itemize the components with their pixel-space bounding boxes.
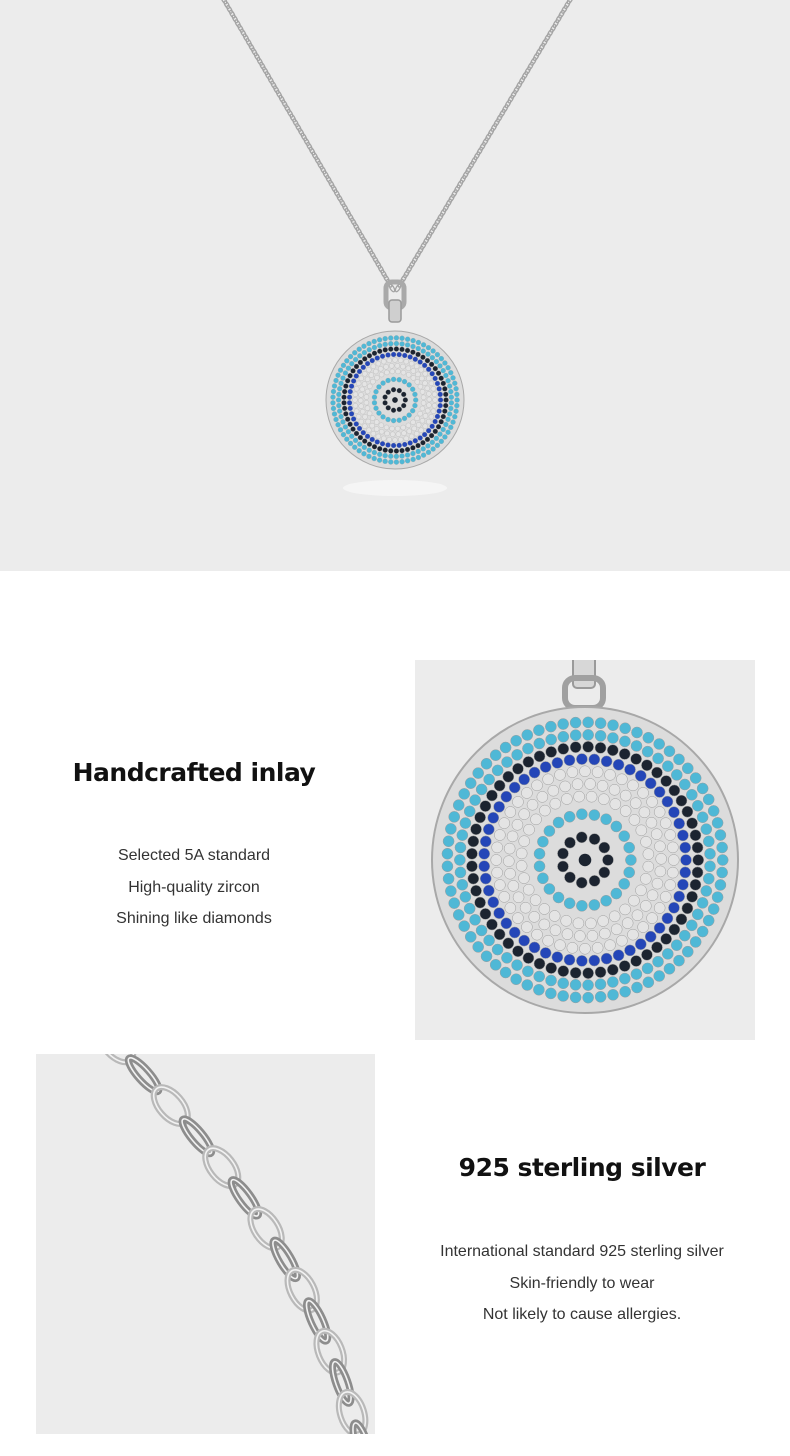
section-description-inlay — [44, 840, 344, 935]
chain-closeup-illustration — [36, 1054, 375, 1434]
pendant-reflection — [343, 480, 447, 496]
pendant-detail-image — [415, 660, 755, 1040]
description-line: International standard 925 sterling silver — [440, 1243, 724, 1260]
chain-detail-image — [36, 1054, 375, 1434]
necklace-illustration — [0, 0, 790, 571]
hero-product-image — [0, 0, 790, 571]
pendant-bail — [386, 282, 404, 322]
evil-eye-pendant-closeup — [432, 707, 738, 1013]
description-line: Selected 5A standard — [117, 847, 271, 864]
description-line: Not likely to cause allergies. — [482, 1306, 682, 1323]
silver-chain-links — [92, 1054, 374, 1434]
description-line: High-quality zircon — [128, 878, 260, 896]
pendant-bail — [565, 660, 603, 708]
pendant-closeup-illustration — [415, 660, 755, 1040]
description-line: Skin-friendly to wear — [509, 1274, 655, 1292]
section-description-silver — [412, 1236, 752, 1331]
section-title-inlay: Handcrafted inlay — [72, 758, 316, 787]
necklace-chain — [220, 0, 573, 293]
description-line: Shining like diamonds — [116, 910, 272, 927]
evil-eye-pendant — [326, 331, 464, 469]
section-title-silver: 925 sterling silver — [458, 1153, 706, 1182]
